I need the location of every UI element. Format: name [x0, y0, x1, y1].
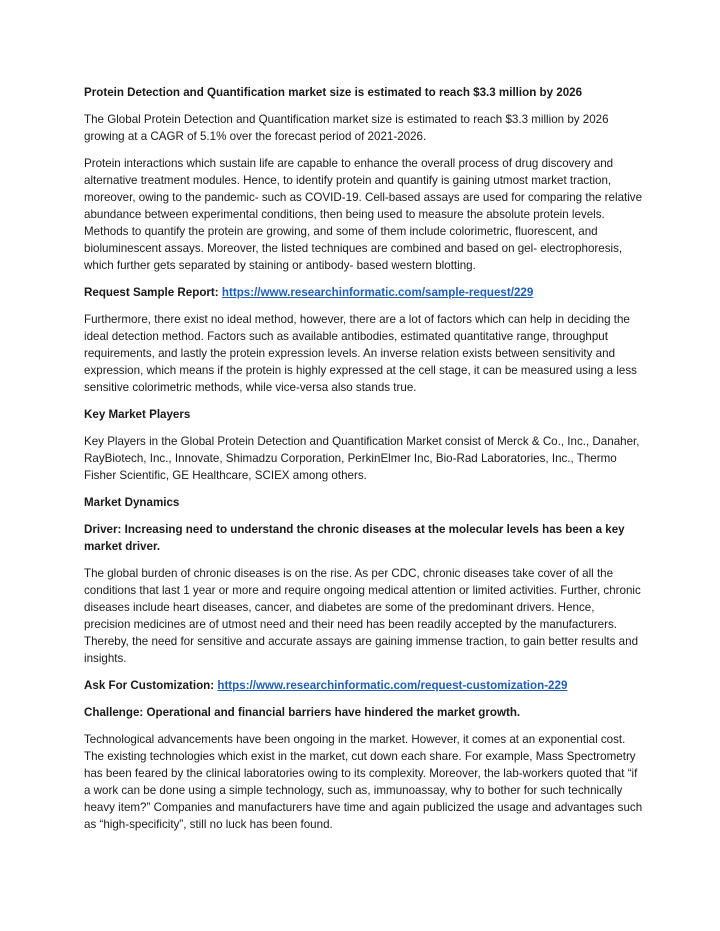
customization-link[interactable]: https://www.researchinformatic.com/request-customization-229 [217, 679, 568, 692]
challenge-heading: Challenge: Operational and financial barriers have hindered the market growth. [84, 706, 521, 719]
heading-key-market-players: Key Market Players [84, 408, 191, 421]
driver-heading: Driver: Increasing need to understand the chronic diseases at the molecular levels has been a key market driver. [84, 523, 625, 553]
paragraph-chronic-diseases: The global burden of chronic diseases is on the rise. As per CDC, chronic diseases take cover of all the conditions that last 1 year or more and require ongoing medical attention or limited activities. Further, chronic diseases include heart diseases, cancer, and diabetes are some of the predominant drivers. Hence, precision medicines are of utmost need and their need has been readily accepted by the manufacturers. Thereby, the need for sensitive and accurate assays are gaining immense traction, to gain better results and insights. [84, 567, 641, 665]
paragraph-detection-factors: Furthermore, there exist no ideal method, however, there are a lot of factors which can help in deciding the ideal detection method. Factors such as available antibodies, estimated quantitative range, throughput requirements, and lastly the protein expression levels. An inverse relation exists between sensitivity and expression, which means if the protein is highly expressed at the cell stage, it can be measured using a less sensitive colorimetric methods, while vice-versa also stands true. [84, 313, 637, 394]
document-page [84, 84, 644, 843]
heading-market-dynamics: Market Dynamics [84, 496, 180, 509]
paragraph-market-size: The Global Protein Detection and Quantification market size is estimated to reach $3.3 million by 2026 growing at a CAGR of 5.1% over the forecast period of 2021-2026. [84, 113, 609, 143]
paragraph-technological-advancements: Technological advancements have been ongoing in the market. However, it comes at an exponential cost. The existing technologies which exist in the market, cut down each share. For example, Mass Spectrometry has been feared by the clinical laboratories owing to its complexity. Moreover, the lab-workers quoted that “if a work can be done using a simple technology, such as, immunoassay, why to bother for such technically heavy item?” Companies and manufacturers have time and again publicized the usage and advantages such as “high-specificity”, still no luck has been found. [84, 733, 643, 831]
document-title: Protein Detection and Quantification market size is estimated to reach $3.3 million by 2026 [84, 86, 583, 99]
paragraph-key-players: Key Players in the Global Protein Detection and Quantification Market consist of Merck & Co., Inc., Danaher, RayBiotech, Inc., Innovate, Shimadzu Corporation, PerkinElmer Inc, Bio-Rad Laboratories, Inc., Thermo Fisher Scientific, GE Healthcare, SCIEX among others. [84, 435, 640, 482]
customization-line [84, 677, 644, 694]
paragraph-protein-interactions: Protein interactions which sustain life are capable to enhance the overall process of drug discovery and alternative treatment modules. Hence, to identify protein and quantify is gaining utmost market traction, moreover, owing to the pandemic- such as COVID-19. Cell-based assays are used for comparing the relative abundance between experimental conditions, then being used to measure the absolute protein levels. Methods to quantify the protein are growing, and some of them include colorimetric, fluorescent, and bioluminescent assays. Moreover, the listed techniques are combined and based on gel- electrophoresis, which further gets separated by staining or antibody- based western blotting. [84, 157, 643, 272]
customization-label: Ask For Customization: [84, 679, 215, 692]
sample-request-link[interactable]: https://www.researchinformatic.com/sample-request/229 [221, 286, 534, 299]
sample-request-label: Request Sample Report: [84, 286, 219, 299]
sample-request-line [84, 284, 644, 301]
